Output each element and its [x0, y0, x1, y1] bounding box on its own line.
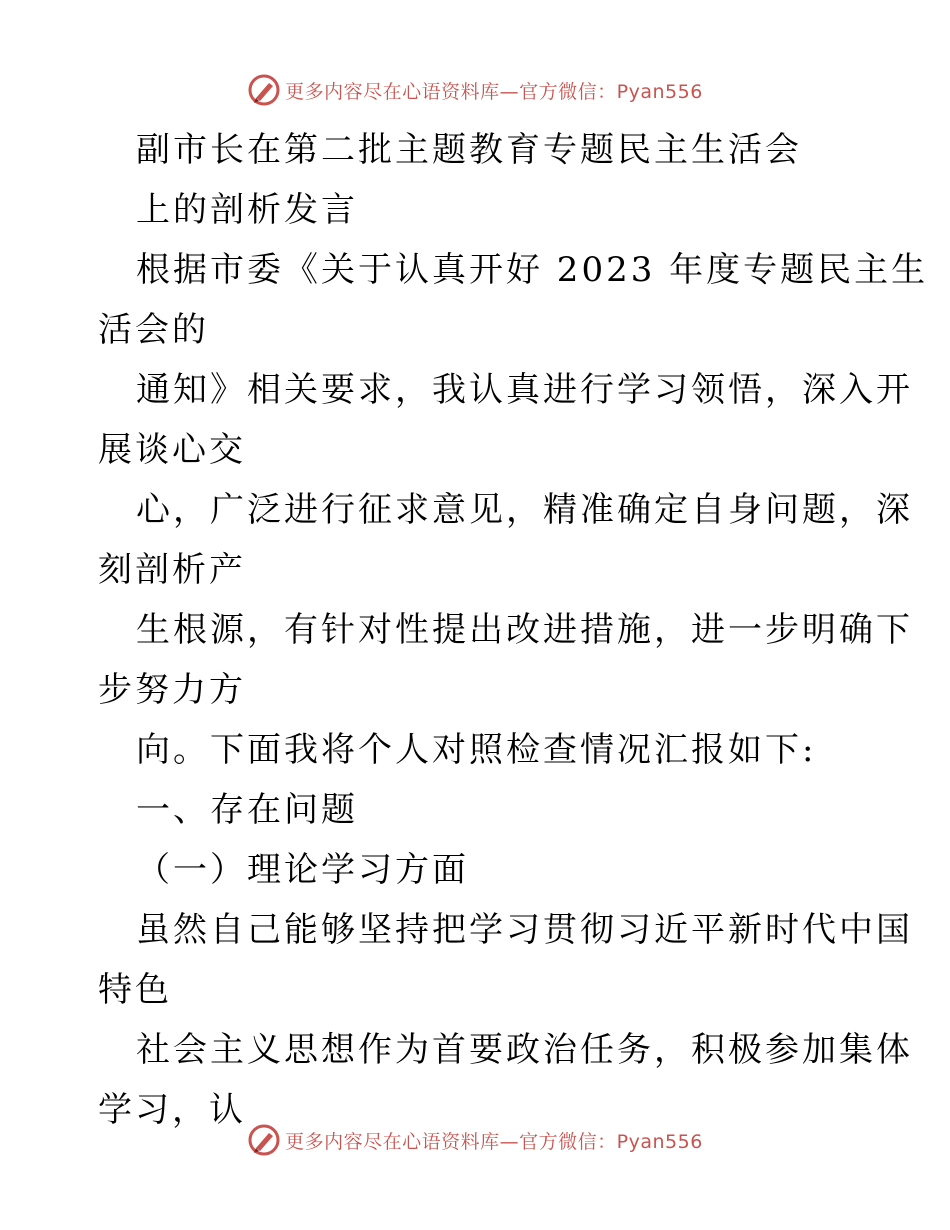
text-line: 展谈心交: [98, 430, 246, 470]
footer-watermark: [0, 1120, 950, 1160]
pen-logo-icon: [247, 73, 281, 107]
text-line: 上的剖析发言: [136, 190, 358, 230]
watermark-text: 更多内容尽在心语资料库—官方微信：Pyan556: [285, 80, 703, 103]
text-line: 活会的: [98, 310, 209, 350]
text-line: 向。下面我将个人对照检查情况汇报如下:: [136, 730, 817, 770]
text-line: 生根源，有针对性提出改进措施，进一步明确下: [136, 610, 913, 650]
text-line: 虽然自己能够坚持把学习贯彻习近平新时代中国: [136, 910, 913, 950]
header-watermark: [0, 70, 950, 110]
text-line: 特色: [98, 970, 172, 1010]
text-line: 根据市委《关于认真开好 2023 年度专题民主生: [136, 250, 929, 290]
text-line: （一）理论学习方面: [136, 850, 469, 890]
text-line: 心，广泛进行征求意见，精准确定自身问题，深: [136, 490, 913, 530]
document-body: [98, 120, 929, 1140]
pen-logo-icon: [247, 1123, 281, 1157]
text-line: 步努力方: [98, 670, 246, 710]
text-line: 社会主义思想作为首要政治任务，积极参加集体: [136, 1030, 913, 1070]
text-line: 通知》相关要求，我认真进行学习领悟，深入开: [136, 370, 913, 410]
text-line: 一、存在问题: [136, 790, 358, 830]
text-line: 学习，认: [98, 1090, 246, 1130]
watermark-text: 更多内容尽在心语资料库—官方微信：Pyan556: [285, 1130, 703, 1153]
text-line: 刻剖析产: [98, 550, 246, 590]
text-line: 副市长在第二批主题教育专题民主生活会: [136, 130, 802, 170]
